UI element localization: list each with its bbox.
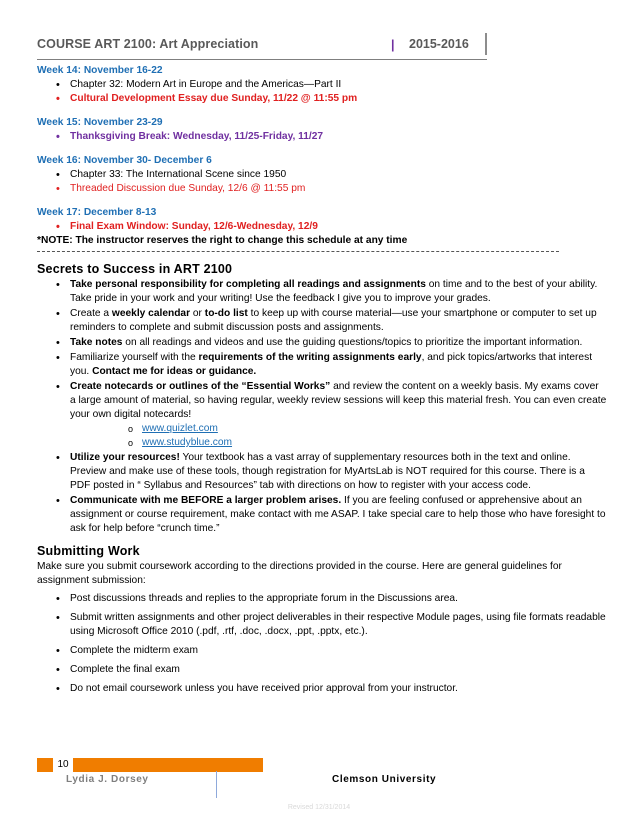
- schedule-note: *NOTE: The instructor reserves the right to change this schedule at any time: [37, 235, 408, 246]
- submitting-list: [37, 592, 607, 696]
- week-heading: Week 17: December 8-13: [37, 207, 157, 218]
- item-text: and review the content on a weekly basis. My exams cover a large amount of material, so having regular, weekly review sessions will keep this material fresh. You can even create your own digital notecards!: [70, 381, 607, 420]
- header-separator: |: [391, 38, 395, 52]
- emphasis: requirements of the writing assignments early: [198, 352, 422, 363]
- emphasis: weekly calendar: [111, 308, 191, 319]
- header-vertical-rule: [485, 33, 487, 55]
- page-number: 10: [53, 758, 73, 772]
- quizlet-link[interactable]: www.quizlet.com: [142, 423, 218, 434]
- list-item: • Submit written assignments and other project deliverables in their respective Module pages, using file formats readable using Microsoft Office 2010 (.pdf, .rtf, .doc, .docx, .ppt, .pptx, etc.).: [37, 611, 607, 639]
- page-header: [37, 37, 487, 57]
- week-list: [37, 78, 607, 106]
- item-text: Create a: [70, 308, 112, 319]
- university-name: Clemson University: [332, 774, 437, 785]
- list-item: • Thanksgiving Break: Wednesday, 11/25-Friday, 11/27: [37, 130, 607, 144]
- footer-divider: [216, 771, 217, 798]
- document-body: [37, 64, 607, 701]
- list-item: [70, 436, 607, 450]
- list-item: [37, 336, 607, 350]
- list-item: [37, 307, 607, 335]
- secrets-list: [37, 278, 607, 536]
- revision-date: Revised 12/31/2014: [287, 804, 351, 811]
- list-item: • Chapter 33: The International Scene since 1950: [37, 168, 607, 182]
- list-item: • Post discussions threads and replies to the appropriate forum in the Discussions area.: [37, 592, 607, 606]
- item-text: on all readings and videos and use the guiding questions/topics to prioritize the important information.: [122, 337, 583, 348]
- instructor-name: Lydia J. Dorsey: [66, 774, 149, 785]
- list-item: [37, 451, 607, 493]
- item-text: on time and to the best of your ability. Take pride in your work and your writing! Use the feedback I give you to improve your grades.: [70, 279, 598, 304]
- course-title: COURSE ART 2100: Art Appreciation: [37, 37, 259, 51]
- list-item: [37, 494, 607, 536]
- week-heading: Week 14: November 16-22: [37, 65, 163, 76]
- item-text: Your textbook has a vast array of supplementary resources both in the text and online. Preview and make use of these tools, though registration for MyArtsLab is NOT required for this course. There is a PDF posted in “ Syllabus and Resources” tab with directions on how to register with your access code.: [70, 452, 585, 491]
- week-list: [37, 168, 607, 196]
- section-divider: [37, 250, 559, 252]
- list-item: • Final Exam Window: Sunday, 12/6-Wednesday, 12/9: [37, 220, 607, 234]
- header-rule: [37, 59, 487, 60]
- emphasis: Take notes: [70, 337, 123, 348]
- emphasis: Communicate with me BEFORE a larger problem arises.: [70, 495, 342, 506]
- list-item: [70, 422, 607, 436]
- studyblue-link[interactable]: www.studyblue.com: [142, 437, 233, 448]
- emphasis: Contact me for ideas or guidance.: [92, 366, 257, 377]
- list-item: • Complete the final exam: [37, 663, 607, 677]
- list-item: [37, 380, 607, 450]
- list-item: • Do not email coursework unless you have received prior approval from your instructor.: [37, 682, 607, 696]
- section-title: Submitting Work: [37, 544, 140, 558]
- list-item: [37, 278, 607, 306]
- list-item: • Cultural Development Essay due Sunday, 11/22 @ 11:55 pm: [37, 92, 607, 106]
- list-item: • Complete the midterm exam: [37, 644, 607, 658]
- emphasis: Create notecards or outlines of the “Essential Works”: [70, 381, 331, 392]
- week-list: [37, 220, 607, 234]
- emphasis: Utilize your resources!: [70, 452, 180, 463]
- item-text: Familiarize yourself with the: [70, 352, 199, 363]
- section-title: Secrets to Success in ART 2100: [37, 262, 233, 276]
- week-list: [37, 130, 607, 144]
- notecard-links: [70, 422, 607, 450]
- item-text: , and pick topics/artworks that interest you.: [70, 352, 593, 377]
- emphasis: to-do list: [204, 308, 248, 319]
- item-text: to keep up with course material—use your smartphone or computer to set up reminders to complete and submit discussion posts and assignments.: [70, 308, 597, 333]
- academic-years: 2015-2016: [409, 37, 469, 51]
- item-text: If you are feeling confused or apprehensive about an assignment or course requirement, make contact with me ASAP. I take special care to help those who have foresight to ask for help before “crunch time.”: [70, 495, 606, 534]
- week-heading: Week 15: November 23-29: [37, 117, 163, 128]
- emphasis: Take personal responsibility for completing all readings and assignments: [70, 279, 426, 290]
- list-item: [37, 351, 607, 379]
- list-item: • Chapter 32: Modern Art in Europe and the Americas—Part II: [37, 78, 607, 92]
- item-text: or: [190, 308, 205, 319]
- list-item: • Threaded Discussion due Sunday, 12/6 @ 11:55 pm: [37, 182, 607, 196]
- week-heading: Week 16: November 30- December 6: [37, 155, 212, 166]
- submitting-intro: Make sure you submit coursework according to the directions provided in the course. Here are general guidelines for assignment submission:: [37, 561, 562, 586]
